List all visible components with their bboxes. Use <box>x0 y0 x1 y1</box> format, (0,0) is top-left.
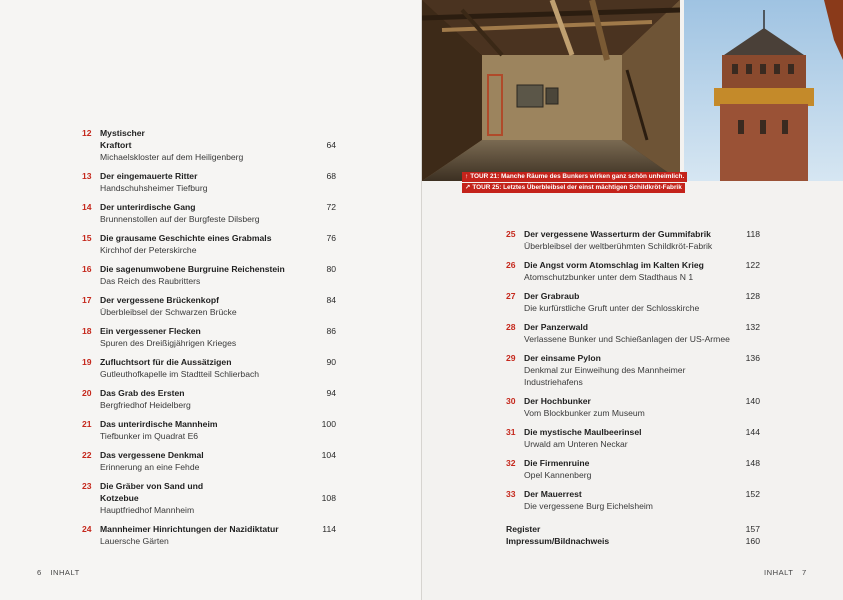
entry-title: Mystischer <box>100 128 145 138</box>
bunker-interior-photo <box>422 0 680 181</box>
arrow-up-right-icon: ↗ <box>465 184 471 191</box>
entry-title: Mannheimer Hinrichtungen der Nazidiktatur <box>100 524 279 534</box>
entry-title: Zufluchtsort für die Aussätzigen <box>100 357 232 367</box>
entry-subtitle: Bergfriedhof Heidelberg <box>100 400 191 410</box>
entry-title: Die Angst vorm Atomschlag im Kalten Krieg <box>524 260 704 270</box>
folio-number: 7 <box>801 568 807 577</box>
entry-subtitle: Gutleuthofkapelle im Stadtteil Schlierbach <box>100 369 260 379</box>
entry-title: Das unterirdische Mannheim <box>100 419 218 429</box>
entry-number: 13 <box>82 171 92 181</box>
entry-number: 30 <box>506 396 516 406</box>
entry-subtitle: Das Reich des Raubritters <box>100 276 201 286</box>
entry-page: 80 <box>326 264 336 274</box>
entry-page: 108 <box>321 493 336 503</box>
entry-title: Die mystische Maulbeerinsel <box>524 427 642 437</box>
entry-number: 19 <box>82 357 92 367</box>
entry-subtitle: Tiefbunker im Quadrat E6 <box>100 431 199 441</box>
entry-page: 72 <box>326 202 336 212</box>
entry-number: 17 <box>82 295 92 305</box>
bunker-photo-illustration <box>422 0 680 181</box>
entry-number: 21 <box>82 419 92 429</box>
entry-subtitle: Die vergessene Burg Eichelsheim <box>524 501 653 511</box>
entry-number: 14 <box>82 202 92 212</box>
entry-title: Die Firmenruine <box>524 458 590 468</box>
entry-subtitle: Urwald am Unteren Neckar <box>524 439 628 449</box>
entry-page: 148 <box>745 458 760 468</box>
entry-title: Der Hochbunker <box>524 396 591 406</box>
entry-subtitle: Vom Blockbunker zum Museum <box>524 408 645 418</box>
entry-page: 76 <box>326 233 336 243</box>
entry-subtitle: Verlassene Bunker und Schießanlagen der US-Armee <box>524 334 730 344</box>
entry-number: 27 <box>506 291 516 301</box>
entry-number: 25 <box>506 229 516 239</box>
entry-title: Der einsame Pylon <box>524 353 601 363</box>
entry-subtitle: Überbleibsel der Schwarzen Brücke <box>100 307 237 317</box>
entry-title: Der unterirdische Gang <box>100 202 196 212</box>
entry-page: 104 <box>321 450 336 460</box>
entry-number: 33 <box>506 489 516 499</box>
entry-number: 23 <box>82 481 92 491</box>
entry-page: 68 <box>326 171 336 181</box>
entry-title: Die Gräber von Sand und <box>100 481 204 491</box>
entry-page: 140 <box>745 396 760 406</box>
photo-caption <box>462 183 685 193</box>
entry-page: 94 <box>326 388 336 398</box>
entry-number: 22 <box>82 450 92 460</box>
entry-number: 26 <box>506 260 516 270</box>
entry-title: Das vergessene Denkmal <box>100 450 204 460</box>
entry-subtitle: Lauersche Gärten <box>100 536 169 546</box>
entry-page: 114 <box>322 524 336 534</box>
impressum-page: 160 <box>745 536 760 546</box>
entry-page: 136 <box>745 353 760 363</box>
entry-page: 118 <box>746 229 760 239</box>
entry-title: Ein vergessener Flecken <box>100 326 201 336</box>
register-page: 157 <box>745 524 760 534</box>
entry-title: Der Grabraub <box>524 291 580 301</box>
entry-number: 28 <box>506 322 516 332</box>
entry-title: Die grausame Geschichte eines Grabmals <box>100 233 272 243</box>
folio-label: INHALT <box>50 568 80 577</box>
entry-number: 32 <box>506 458 516 468</box>
entry-subtitle-line2: Industriehafens <box>524 377 583 387</box>
entry-title: Der Panzerwald <box>524 322 588 332</box>
entry-subtitle: Opel Kannenberg <box>524 470 592 480</box>
entry-number: 15 <box>82 233 92 243</box>
arrow-up-icon: ↑ <box>465 173 469 180</box>
entry-title: Der vergessene Wasserturm der Gummifabrik <box>524 229 711 239</box>
register-link[interactable]: Register <box>506 524 541 534</box>
impressum-link[interactable]: Impressum/Bildnachweis <box>506 536 610 546</box>
entry-subtitle: Überbleibsel der weltberühmten Schildkröt-Fabrik <box>524 241 713 251</box>
entry-number: 16 <box>82 264 92 274</box>
entry-page: 152 <box>745 489 760 499</box>
entry-page: 144 <box>745 427 760 437</box>
entry-subtitle: Kirchhof der Peterskirche <box>100 245 197 255</box>
tower-photo-illustration <box>684 0 843 181</box>
entry-page: 86 <box>326 326 336 336</box>
entry-title: Die sagenumwobene Burgruine Reichenstein <box>100 264 285 274</box>
entry-title: Das Grab des Ersten <box>100 388 185 398</box>
entry-subtitle: Handschuhsheimer Tiefburg <box>100 183 208 193</box>
entry-subtitle: Denkmal zur Einweihung des Mannheimer <box>524 365 686 375</box>
entry-page: 122 <box>745 260 760 270</box>
entry-page: 132 <box>745 322 760 332</box>
page-folio-left <box>37 568 80 577</box>
entry-title-line2: Kraftort <box>100 140 132 150</box>
page-folio-right <box>764 568 807 577</box>
entry-page: 90 <box>326 357 336 367</box>
entry-title: Der eingemauerte Ritter <box>100 171 198 181</box>
left-page <box>0 0 421 600</box>
photo-caption <box>462 172 687 182</box>
entry-title: Der vergessene Brückenkopf <box>100 295 219 305</box>
entry-number: 12 <box>82 128 92 138</box>
entry-page: 128 <box>745 291 760 301</box>
folio-label: INHALT <box>764 568 794 577</box>
folio-number: 6 <box>37 568 42 577</box>
entry-number: 18 <box>82 326 92 336</box>
entry-number: 24 <box>82 524 92 534</box>
entry-subtitle: Hauptfriedhof Mannheim <box>100 505 195 515</box>
entry-subtitle: Spuren des Dreißigjährigen Krieges <box>100 338 237 348</box>
water-tower-photo <box>684 0 843 181</box>
entry-subtitle: Atomschutzbunker unter dem Stadthaus N 1 <box>524 272 694 282</box>
caption-text: TOUR 25: Letztes Überbleibsel der einst mächtigen Schildkröt-Fabrik <box>472 184 682 191</box>
entry-number: 31 <box>506 427 516 437</box>
entry-subtitle: Brunnenstollen auf der Burgfeste Dilsberg <box>100 214 260 224</box>
caption-text: TOUR 21: Manche Räume des Bunkers wirken ganz schön unheimlich. <box>470 173 685 180</box>
entry-page: 84 <box>326 295 336 305</box>
entry-number: 29 <box>506 353 516 363</box>
entry-title-line2: Kotzebue <box>100 493 139 503</box>
entry-number: 20 <box>82 388 92 398</box>
entry-page: 100 <box>321 419 336 429</box>
right-page <box>422 0 843 600</box>
entry-title: Der Mauerrest <box>524 489 582 499</box>
entry-subtitle: Die kurfürstliche Gruft unter der Schlosskirche <box>524 303 700 313</box>
entry-subtitle: Erinnerung an eine Fehde <box>100 462 200 472</box>
entry-page: 64 <box>326 140 336 150</box>
entry-subtitle: Michaelskloster auf dem Heiligenberg <box>100 152 244 162</box>
